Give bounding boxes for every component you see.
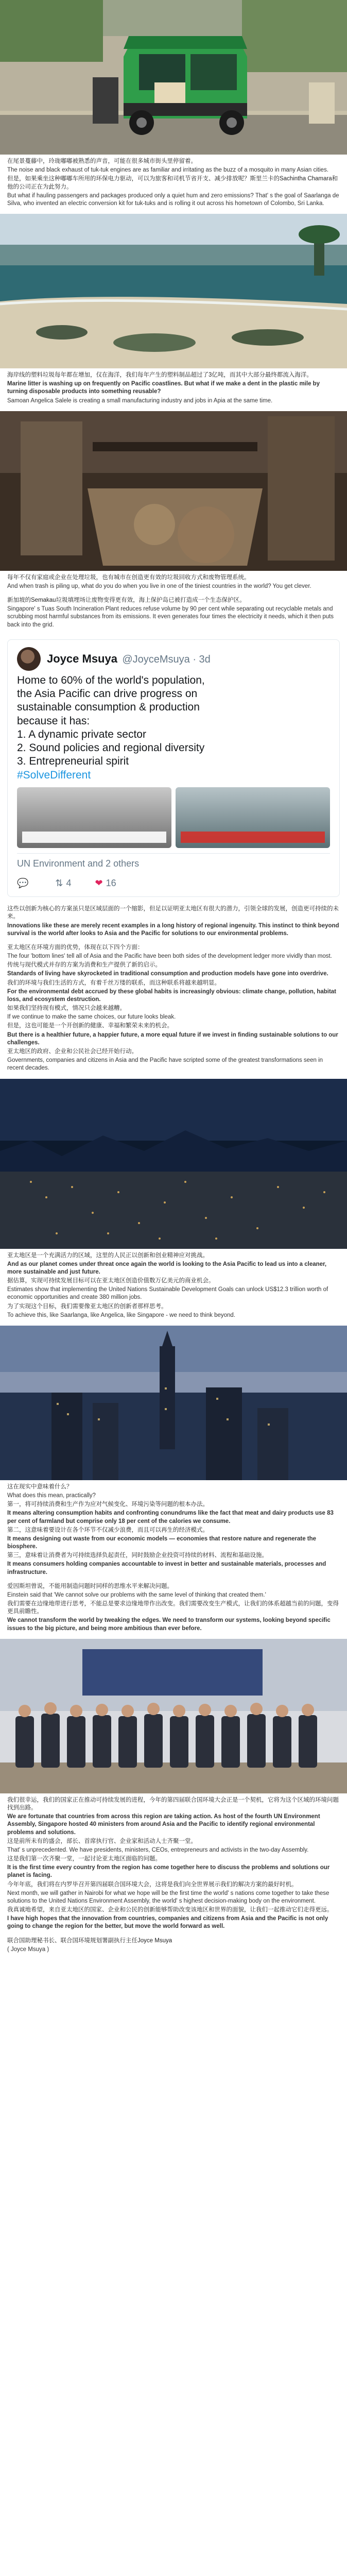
section-singapore-text (0, 571, 347, 635)
text-line: 传统与现代模式并存的方案为消费和生产提供了新的启示。 (7, 962, 161, 969)
tweet-author-handle[interactable]: @JoyceMsuya · 3d (122, 654, 211, 666)
text-line: 亚太地区的政府、企业和公民社会已经开始行动。 (7, 1048, 137, 1055)
tweet-line: sustainable consumption & production (17, 701, 200, 714)
section-marine-text (0, 368, 347, 411)
tweet-line: 2. Sound policies and regional diversity (17, 742, 205, 754)
tweet-author-name[interactable]: Joyce Msuya (47, 652, 117, 666)
night-city-illustration (0, 1079, 347, 1249)
section-practically-text (0, 1480, 347, 1639)
tweet-line: 1. A dynamic private sector (17, 728, 146, 740)
text-line: The four 'bottom lines' tell all of Asia and the Pacific have been both sides of the development ledger more vividly than most. (7, 953, 332, 960)
text-line: We are fortunate that countries from across this region are taking action. As host of the fourth UN Environment Assembly, Singapore hosted 40 ministers from around Asia and the Pacific to identify regional environmental problems and solutions. (7, 1814, 320, 1836)
text-line: Innovations like these are merely recent examples in a long history of regional ingenuity. This instinct to think beyond survival is the world after looks to Asia and the Pacific for solutions to our environmental problems. (7, 922, 339, 937)
text-line: 我真诚地希望，来自亚太地区的国家、企业和公民的创新能够帮助改变该地区和世界的面貌，让我们一起推动它们走得更远。 (7, 1907, 333, 1913)
like-button[interactable] (95, 877, 116, 890)
text-line: 如果我们坚持现有模式，情况只会越来越糟。 (7, 1005, 126, 1012)
text-line: It means designing out waste from our economic models — economies that restore nature and regenerate the biosphere. (7, 1535, 317, 1550)
reply-icon: 💬 (17, 877, 29, 888)
tweet-mentions[interactable]: UN Environment and 2 others (17, 853, 330, 870)
text-line: 这在现实中意味着什么？ (7, 1483, 73, 1490)
text-line: What does this mean, practically? (7, 1493, 96, 1499)
reply-button[interactable] (17, 877, 31, 890)
text-line: 海岸线的塑料垃圾每年都在增加，仅在海洋，我们每年产生的塑料制品超过了3亿吨，而其中大部分最终都流入海洋。 (7, 372, 313, 379)
tweet-actions (17, 877, 330, 890)
text-line: 第一，将可持续消费和生产作为应对气候变化、环境污染等问题的根本办法。 (7, 1501, 209, 1508)
text-line: And as our planet comes under threat once again the world is looking to the Asia Pacific to lead us into a cleaner, more sustainable and just future. (7, 1261, 327, 1275)
text-line: 每年不仅有家庭或企业在处理垃圾，也有城市在创造更有效的垃圾回收方式和废物管理系统。 (7, 574, 250, 581)
text-line: 我们需要在边缘地带进行思考，不能总是要求边缘地带作出改变。我们需要改变生产模式，让我们的体系超越当前的问题，变得更具前瞻性。 (7, 1601, 339, 1615)
text-line: 今年年底，我们将在内罗毕召开第四届联合国环境大会，这将是我们向全世界展示我们的解决方案的最好时机。 (7, 1881, 298, 1888)
tweet-hashtag[interactable]: #SolveDifferent (17, 769, 91, 781)
retweet-count: 4 (66, 877, 72, 888)
text-line: Estimates show that implementing the United Nations Sustainable Development Goals can unlock US$12.3 trillion worth of economic opportunities and create 380 million jobs. (7, 1286, 328, 1301)
text-line: But what if hauling passengers and packages produced only a quiet hum and zero emissions? That' s the goal of Saarlanga de Silva, who invented an electric conversion kit for tuk-tuks and is rolling it out across his hometown of Colombo, Sri Lanka. (7, 192, 339, 207)
like-count: 16 (106, 877, 116, 888)
tweet-body (17, 674, 330, 782)
plant-illustration (0, 411, 347, 571)
night-city-photo (0, 1079, 347, 1249)
tweet-media[interactable] (17, 787, 330, 848)
group-illustration (0, 1639, 347, 1793)
avatar[interactable] (17, 647, 41, 671)
tweet-line: because it has: (17, 715, 90, 727)
beach-illustration (0, 214, 347, 368)
tuk-tuk-illustration (0, 0, 347, 155)
text-line: 据估算，实现可持续发展目标可以在亚太地区创造价值数万亿美元的商业机会。 (7, 1278, 215, 1284)
text-line: It is the first time every country from the region has come together here to discuss the problems and solutions our planet is facing. (7, 1865, 330, 1879)
text-line: 我们的环境与我们生活的方式，有着千丝万缕的联系，而这种联系将越来越明显。 (7, 979, 220, 986)
text-line: Governments, companies and citizens in Asia and the Pacific have scripted some of the greatest transformations seen in recent decades. (7, 1057, 323, 1072)
text-line: Standards of living have skyrocketed in traditional consumption and production models have gone into overdrive. (7, 971, 328, 977)
text-line: 我们很幸运，我们的国家正在推动可持续发展的进程，今年的第四届联合国环境大会正是一个契机，它将为这个区域的环境问题找到出路。 (7, 1797, 339, 1811)
text-line: 爱因斯坦曾说，不能用制造问题时同样的思维水平来解决问题。 (7, 1583, 173, 1589)
text-line: For the environmental debt accrued by these global habits is increasingly obvious: climate change, pollution, habitat loss, and ecosystem destruction. (7, 988, 337, 1003)
tweet-image-2[interactable] (176, 787, 330, 848)
text-line: The noise and black exhaust of tuk-tuk engines are as familiar and irritating as the buzz of a mosquito in many Asian cities. (7, 167, 328, 174)
text-line: 亚太地区在环境方面的优势，体现在以下四个方面： (7, 944, 144, 951)
tweet-header (17, 647, 330, 671)
city-dusk-illustration (0, 1326, 347, 1480)
text-line: 这是我们第一次齐聚一堂，一起讨论亚太地区面临的问题。 (7, 1856, 161, 1862)
text-line: 为了实现这个目标，我们需要像亚太地区的创新者那样思考。 (7, 1303, 167, 1310)
text-line: We cannot transform the world by tweaking the edges. We need to transform our systems, looking beyond specific issues to the big picture, and being more ambitious than ever before. (7, 1617, 331, 1632)
text-line: 但是，如果乘坐这种嘟嘟车所用的环保电力驱动，可以为旅客和司机节省开支、减少排放呢？斯里兰卡的Sachintha Chamara和他的公司正在为此努力。 (7, 176, 338, 190)
group-photo (0, 1639, 347, 1793)
tweet-image-1[interactable] (17, 787, 171, 848)
text-line: To achieve this, like Saarlanga, like Angelica, like Singapore - we need to think beyond. (7, 1312, 236, 1318)
text-line: It means altering consumption habits and confronting conundrums like the fact that meat and dairy products use 83 per cent of farmland but comprise only 18 per cent of the calories we consume. (7, 1510, 334, 1524)
text-line: 新加坡的Semakau垃圾填埋场让废物变得更有效，海上保护岛已被打造成一个生态保护区。 (7, 597, 246, 604)
retweet-button[interactable] (55, 877, 71, 890)
section-closing-text (0, 1793, 347, 1960)
text-line: 第三，意味着让消费者为可持续选择负起责任，同时鼓励企业投资可持续的材料、流程和基础设施。 (7, 1552, 268, 1559)
text-line: 亚太地区是一个充满活力的区域，这里的人民正以创新和创业精神应对挑战。 (7, 1252, 209, 1259)
city-dusk-photo (0, 1326, 347, 1480)
text-line: But there is a healthier future, a happier future, a more equal future if we invest in finding sustainable solutions to our challenges. (7, 1031, 338, 1046)
embedded-tweet[interactable] (7, 639, 340, 897)
text-line: I have high hopes that the innovation from countries, companies and citizens from Asia and the Pacific is not only going to change the region for the better, but move the world forward as well. (7, 1916, 328, 1930)
text-line: It means consumers holding companies accountable to invest in better and sustainable materials, processes and infrastructure. (7, 1561, 326, 1575)
text-line: 这是前所未有的盛会，部长、首席执行官、企业家和活动人士齐聚一堂。 (7, 1838, 197, 1844)
heart-icon: ❤ (95, 877, 103, 888)
text-line: 但是，这也可能是一个开创新的健康、幸福和繁荣未来的机会。 (7, 1023, 173, 1029)
tweet-line: the Asia Pacific can drive progress on (17, 688, 198, 700)
tweet-line: Home to 60% of the world's population, (17, 674, 205, 686)
author-credit-en: ( Joyce Msuya ) (7, 1946, 49, 1953)
section-asia-pacific-text (0, 902, 347, 1078)
text-line: 在尾景蔓藤中，玲珑嘟嘟被熟悉的声音，可能在很多城市街头里停留着。 (7, 158, 197, 164)
tweet-line: 3. Entrepreneurial spirit (17, 755, 129, 768)
text-line: And when trash is piling up, what do you do when you live in one of the tiniest countries in the world? You get clever. (7, 583, 311, 589)
section-tuk-tuk-text (0, 155, 347, 214)
text-line: If we continue to make the same choices, our future looks bleak. (7, 1014, 176, 1021)
text-line: That' s unprecedented. We have presidents, ministers, CEOs, entrepreneurs and activists in the two-day Assembly. (7, 1846, 309, 1853)
beach-photo (0, 214, 347, 368)
incineration-plant-photo (0, 411, 347, 571)
text-line: Singapore' s Tuas South Incineration Plant reduces refuse volume by 90 per cent while separating out recyclable metals and scrubbing most harmful substances from its emissions. It even generates four times the electricity it needs, which it then puts back into the grid. (7, 606, 334, 628)
text-line: Next month, we will gather in Nairobi for what we hope will be the first time the world' s nations come together to take these solutions to the United Nations Environment Assembly, the world' s highest decision-making body on the environment. (7, 1890, 329, 1904)
text-line: Einstein said that 'We cannot solve our problems with the same level of thinking that created them.' (7, 1591, 266, 1598)
tuk-tuk-photo (0, 0, 347, 155)
text-line: 这些以创新为核心的方案虽只是区域层面的一个缩影，但足以证明亚太地区有很大的潜力，引领全球的发展，创造更可持续的未来。 (7, 906, 339, 920)
text-line: 第二，这意味着要设计在各个环节不仅减少浪费，而且可以再生的经济模式。 (7, 1527, 209, 1533)
section-world-looking-text (0, 1249, 347, 1326)
author-credit: 联合国助理秘书长、联合国环境规划署副执行主任Joyce Msuya (7, 1937, 172, 1944)
text-line: Marine litter is washing up on frequently on Pacific coastlines. But what if we make a dent in the plastic mile by turning disposable products into something reusable? (7, 381, 320, 395)
retweet-icon: ⇅ (55, 877, 63, 888)
text-line: Samoan Angelica Salele is creating a small manufacturing industry and jobs in Apia at the same time. (7, 397, 273, 404)
